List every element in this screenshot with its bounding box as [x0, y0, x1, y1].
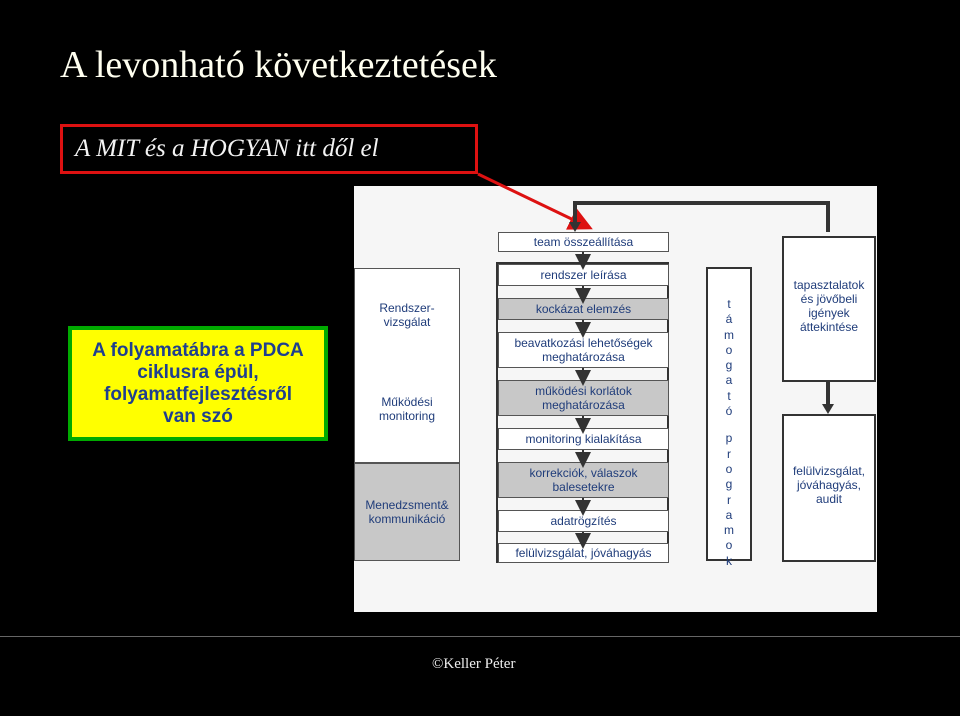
step-team: team összeállítása	[498, 232, 669, 252]
footer-copyright: ©Keller Péter	[432, 656, 516, 672]
subtitle-callout: A MIT és a HOGYAN itt dől el	[60, 124, 478, 174]
tapasztalatok-line: tapasztalatok	[793, 278, 865, 292]
pdca-note-line: ciklusra épül,	[137, 361, 259, 383]
pdca-note-line: A folyamatábra a PDCA	[92, 339, 304, 361]
rendszervizsgalat-label: Rendszer-	[379, 301, 435, 315]
vertical-letter: k	[726, 553, 732, 568]
vertical-letter: a	[725, 507, 733, 522]
vertical-letter: ó	[725, 404, 733, 419]
pdca-note-line: van szó	[163, 405, 233, 427]
step-kockazat: kockázat elemzés	[498, 298, 669, 320]
menedzsment-label: kommunikáció	[368, 512, 446, 526]
audit-line: jóváhagyás,	[796, 478, 862, 492]
menedzsment-label: Menedzsment&	[365, 498, 449, 512]
tapasztalatok-line: igények	[808, 306, 850, 320]
vertical-letter: g	[725, 477, 733, 492]
vertical-letter: r	[727, 446, 731, 461]
slide-title: A levonható következtetések	[60, 44, 497, 86]
vertical-letter: m	[724, 523, 734, 538]
step-beavatkozasi-line: meghatározása	[542, 350, 625, 364]
vertical-letter: á	[725, 312, 733, 327]
vertical-letter: t	[727, 388, 731, 403]
vertical-letter: g	[725, 358, 733, 373]
feedback-loop-arrowhead	[569, 222, 581, 232]
step-mukodesi-line: meghatározása	[542, 398, 625, 412]
step-monitoring: monitoring kialakítása	[498, 428, 669, 450]
step-korrekciok-line: balesetekre	[552, 480, 615, 494]
step-korrekciok-line: korrekciók, válaszok	[529, 466, 638, 480]
footer-divider	[0, 636, 960, 637]
mukodesi-monitoring-label: Működési	[381, 395, 433, 409]
red-pointer-line	[478, 174, 582, 224]
step-adatrogzites: adatrögzítés	[498, 510, 669, 532]
rendszervizsgalat-label: vizsgálat	[383, 315, 431, 329]
vertical-letter: o	[725, 342, 733, 357]
mukodesi-monitoring-label: monitoring	[378, 409, 436, 423]
right-column-arrowhead	[822, 404, 834, 414]
vertical-letter: a	[725, 373, 733, 388]
vertical-letter: m	[724, 327, 734, 342]
step-felulvizsgalat: felülvizsgálat, jóváhagyás	[498, 543, 669, 563]
tapasztalatok-line: és jövőbeli	[800, 292, 858, 306]
step-mukodesi-line: működési korlátok	[535, 384, 632, 398]
vertical-letter: o	[725, 538, 733, 553]
tapasztalatok-line: áttekintése	[799, 320, 859, 334]
step-rendszer: rendszer leírása	[498, 264, 669, 286]
vertical-letter: t	[727, 297, 731, 311]
vertical-letter: p	[725, 431, 733, 446]
pdca-note-line: folyamatfejlesztésről	[104, 383, 292, 405]
step-beavatkozasi-line: beavatkozási lehetőségek	[514, 336, 653, 350]
vertical-letter: r	[727, 492, 731, 507]
vertical-letter: o	[725, 461, 733, 476]
feedback-loop-line	[575, 203, 828, 232]
audit-line: felülvizsgálat,	[792, 464, 866, 478]
audit-line: audit	[815, 492, 842, 506]
